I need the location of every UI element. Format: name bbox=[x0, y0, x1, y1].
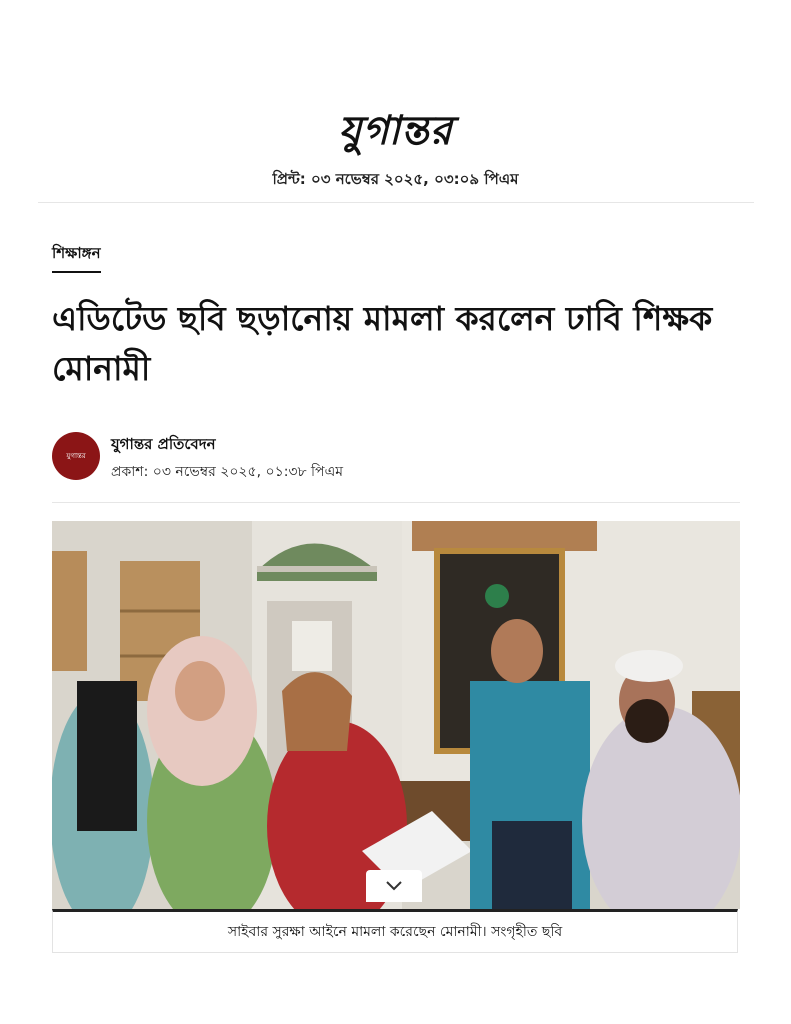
print-date: প্রিন্ট: ০৩ নভেম্বর ২০২৫, ০৩:০৯ পিএম bbox=[272, 170, 519, 188]
author-name[interactable]: যুগান্তর প্রতিবেদন bbox=[111, 435, 216, 453]
chevron-down-icon bbox=[385, 877, 403, 896]
photo-illustration bbox=[52, 521, 740, 909]
author-avatar[interactable] bbox=[52, 432, 100, 480]
article-photo[interactable] bbox=[52, 521, 740, 909]
image-caption bbox=[52, 909, 738, 953]
masthead bbox=[0, 104, 791, 158]
expand-button[interactable] bbox=[366, 870, 422, 902]
article-headline: এডিটেড ছবি ছড়ানোয় মামলা করলেন ঢাবি শিক্ষক মোনামী bbox=[52, 299, 713, 388]
caption-text: সাইবার সুরক্ষা আইনে মামলা করেছেন মোনামী। সংগৃহীত ছবি bbox=[227, 924, 563, 940]
divider bbox=[38, 202, 754, 203]
avatar-label: যুগান্তর bbox=[66, 452, 86, 460]
divider bbox=[52, 502, 740, 503]
published-date: প্রকাশ: ০৩ নভেম্বর ২০২৫, ০১:৩৮ পিএম bbox=[111, 464, 343, 480]
category-link[interactable]: শিক্ষাঙ্গন bbox=[52, 242, 101, 273]
site-logo[interactable]: যুগান্তর bbox=[338, 107, 453, 154]
